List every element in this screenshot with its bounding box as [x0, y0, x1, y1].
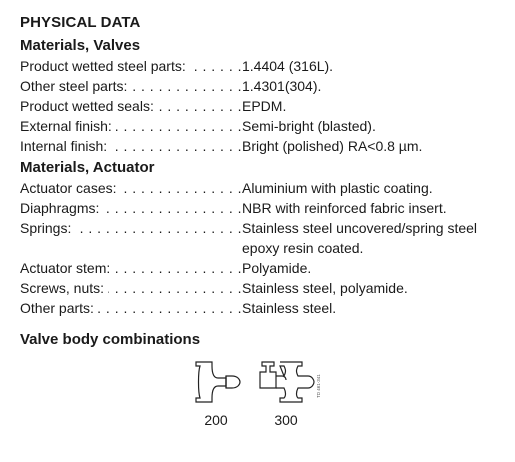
physical-data-document: [20, 12, 510, 446]
list-item: Actuator cases: . . . Aluminium with plastic coating.: [20, 178, 510, 198]
drawing-reference: TD 461-341: [316, 374, 321, 398]
page-title: PHYSICAL DATA: [20, 14, 141, 31]
list-item: Product wetted seals: . . . EPDM.: [20, 96, 510, 116]
list-item: Diaphragms: . . . NBR with reinforced fabric insert.: [20, 198, 510, 218]
list-item: Other steel parts: . . . 1.4301(304).: [20, 76, 510, 96]
list-item: External finish: . . . Semi-bright (blasted).: [20, 116, 510, 136]
list-item: Actuator stem: . . . Polyamide.: [20, 258, 510, 278]
materials-actuator-list: [20, 178, 510, 318]
valve-body-300-icon: [258, 358, 318, 406]
valve-body-200-icon: [192, 358, 244, 406]
valve-body-combinations-figure: [20, 350, 510, 446]
combination-label-200: 200: [204, 412, 228, 428]
materials-valves-list: [20, 56, 510, 156]
list-item: Springs: . . . Stainless steel uncovered/spring steel epoxy resin coated.: [20, 218, 510, 258]
list-item: Screws, nuts: . . . Stainless steel, polyamide.: [20, 278, 510, 298]
list-item: Product wetted steel parts: . . . 1.4404 (316L).: [20, 56, 510, 76]
section-heading-valve-body-combinations: Valve body combinations: [20, 331, 201, 348]
section-heading-materials-actuator: Materials, Actuator: [20, 159, 155, 176]
list-item: Other parts: . . . Stainless steel.: [20, 298, 510, 318]
list-item: Internal finish: . . . Bright (polished) RA<0.8 µm.: [20, 136, 510, 156]
section-heading-materials-valves: Materials, Valves: [20, 37, 141, 54]
combination-label-300: 300: [274, 412, 298, 428]
